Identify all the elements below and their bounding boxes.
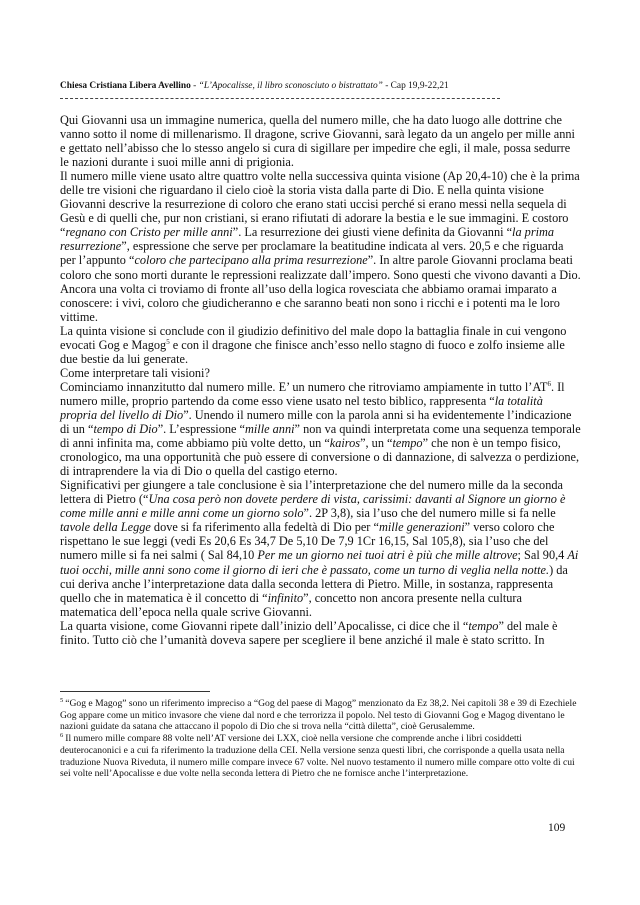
italic-text: Ai tuoi occhi, mille anni sono come il giorno di ieri che è passato, come un turno di veglia nella notte. (60, 548, 579, 577)
text-run: ” che non è un tempo fisico, cronologico, ma una opportunità che può essere di conversione o di dannazione, di salvezza o perdizione, di intraprendere la via di Dio o quella del castigo eterno. (60, 436, 580, 479)
text-run: Il numero mille viene usato altre quattro volte nella successiva quinta visione (Ap 20,4-10) che è la prima delle tre visioni che riguardano il cielo cioè la storia vista dalla parte di Dio. E nella quinta visione Giovanni descrive la resurrezione di coloro che erano stati uccisi perché si erano messi nella sequela di Gesù e di quelli che, pur non cristiani, si erano rifiutati di adorare la bestia e le sue immagini. E costoro “ (60, 169, 580, 240)
footnote-number: 6 (60, 731, 64, 739)
footnote-reference: 5 (166, 337, 170, 346)
italic-text: mille generazioni (378, 520, 465, 535)
italic-text: tavole della Legge (60, 520, 151, 535)
text-run: ”, espressione che serve per proclamare la beatitudine indicata al vers. 20,5 e che riguarda per l’appunto “ (60, 239, 564, 268)
text-run: e con il dragone che finisce anch’esso nello stagno di fuoco e zolfo insieme alle due bestie da lui generate. (60, 337, 565, 366)
text-run: Significativi per giungere a tale conclusione è sia l’interpretazione che del numero mille da la seconda lettera di Pietro (“ (60, 478, 563, 507)
text-run: ) da cui deriva anche l’interpretazione data dalla seconda lettera di Pietro. Mille, in sostanza, rappresenta quello che in matematica è il concetto di “ (60, 562, 568, 605)
text-run: Cominciamo innanzitutto dal numero mille. E’ un numero che ritroviamo ampiamente in tutto l’AT (60, 379, 548, 394)
footnote-number: 5 (60, 696, 64, 704)
text-run: Come interpretare tali visioni? (60, 365, 210, 380)
header-separator: - (190, 81, 199, 91)
text-run: ; Sal 90,4 (517, 548, 568, 563)
header-book-title: “L’Apocalisse, il libro sconosciuto o bistrattato” (198, 81, 383, 91)
italic-text: Una cosa però non dovete perdere di vista, carissimi: davanti al Signore un giorno è come mille anni e mille anni come un giorno solo (60, 492, 566, 521)
body-paragraph (60, 619, 581, 647)
body-paragraph (60, 113, 581, 169)
body-paragraph (60, 324, 581, 366)
italic-text: tempo (392, 436, 423, 451)
body-text (60, 113, 581, 647)
header-church-name: Chiesa Cristiana Libera Avellino (60, 81, 191, 91)
text-run: ”. 2P 3,8), sia l’uso che del numero mille si fa nelle (303, 506, 556, 521)
text-run: dove si fa riferimento alla fedeltà di Dio per “ (150, 520, 379, 535)
text-run: . Il numero mille, proprio partendo da come esso viene usato nel testo biblico, rappresenta “ (60, 379, 565, 408)
footnote-separator (60, 691, 210, 692)
header-chapter: - Cap 19,9-22,21 (382, 81, 449, 91)
italic-text: mille anni (245, 422, 295, 437)
footnote-reference: 6 (547, 379, 551, 388)
body-paragraph (60, 169, 581, 324)
footnotes (60, 698, 584, 780)
italic-text: tempo di Dio (93, 422, 158, 437)
text-run: ” non va quindi interpretata come una sequenza temporale di anni infinita ma, come abbiamo più volte detto, un “ (60, 422, 581, 451)
italic-text: kairos (329, 436, 361, 451)
text-run: La quarta visione, come Giovanni ripete dall’inizio dell’Apocalisse, ci dice che il “ (60, 618, 469, 633)
text-run: ” verso coloro che rispettano le sue leggi (vedi Es 20,6 Es 34,7 De 5,10 De 7,9 1Cr 16,15, Sal 105,8), sia l’uso che del numero mille si fa nei salmi ( Sal 84,10 (60, 520, 555, 563)
text-run: ”. La resurrezione dei giusti viene definita da Giovanni “ (232, 225, 513, 240)
text-run: ”. In altre parole Giovanni proclama beati coloro che sono morti durante le repressioni realizzate dall’impero. Sono questi che vivono davanti a Dio. Ancora una volta ci troviamo di fronte all’uso della logica rovesciata che abbiamo oramai imparato a conoscere: i vivi, coloro che giudicheranno e che saranno beati non sono i ricchi e i potenti ma le loro vittime. (60, 253, 581, 324)
footnote (60, 733, 584, 780)
text-run: ”, concetto non ancora presente nella cultura matematica dell’epoca nella quale scrive Giovanni. (60, 590, 522, 619)
text-run: Qui Giovanni usa un immagine numerica, quella del numero mille, che ha dato luogo alle dottrine che vanno sotto il nome di millenarismo. Il dragone, scrive Giovanni, sarà legato da un angelo per mille anni e gettato nell’abisso che lo stesso angelo si cura di sigillare per impedire che egli, il male, possa sedurre le nazioni durante i suoi mille anni di prigionia. (60, 113, 575, 170)
italic-text: la prima resurrezione (60, 225, 555, 254)
footnote-text: “Gog e Magog” sono un riferimento impreciso a “Gog del paese di Magog” menzionato da Ez 38,2. Nei capitoli 38 e 39 di Ezechiele Gog appare come un mitico invasore che viene dal nord e che terrorizza il popolo. Nel testo di Giovanni Gog e Magog diventano le nazioni guidate da satana che attaccano il popolo di Dio che si trova nella “città diletta”, cioè Gerusalemme. (60, 698, 577, 733)
italic-text: Per me un giorno nei tuoi atri è più che mille altrove (257, 548, 518, 563)
italic-text: regnano con Cristo per mille anni (65, 225, 233, 240)
italic-text: coloro che partecipano alla prima resurrezione (134, 253, 368, 268)
body-paragraph (60, 366, 581, 380)
body-paragraph (60, 380, 581, 478)
running-header (60, 80, 540, 92)
italic-text: infinito (267, 590, 304, 605)
italic-text: tempo (468, 618, 499, 633)
page-number: 109 (548, 822, 566, 834)
footnote (60, 698, 584, 733)
text-run: ”, un “ (360, 436, 393, 451)
text-run: ”. Unendo il numero mille con la parola anni si ha evidentemente l’indicazione di un “ (60, 407, 572, 437)
text-run: ” del male è finito. Tutto ciò che l’umanità doveva sapere per scegliere il bene anziché il male è stato scritto. In (60, 618, 558, 647)
header-rule (60, 98, 500, 99)
italic-text: la totalità propria del livello di Dio (60, 393, 543, 422)
body-paragraph (60, 478, 581, 618)
text-run: La quinta visione si conclude con il giudizio definitivo del male dopo la battaglia finale in cui vengono evocati Gog e Magog (60, 323, 567, 352)
footnote-text: Il numero mille compare 88 volte nell’AT versione dei LXX, cioè nella versione che comprende anche i libri cosiddetti deuterocanonici e a cui fa riferimento la traduzione della CEI. Nella versione senza questi libri, che corrisponde a quella usata nella traduzione Nuova Riveduta, il numero mille compare invece 67 volte. Nel nuovo testamento il numero mille compare otto volte di cui sei volte nell’Apocalisse e due volte nella seconda lettera di Pietro che ne fornisce anche l’interpretazione. (60, 733, 575, 780)
text-run: ”. L’espressione “ (157, 422, 245, 437)
